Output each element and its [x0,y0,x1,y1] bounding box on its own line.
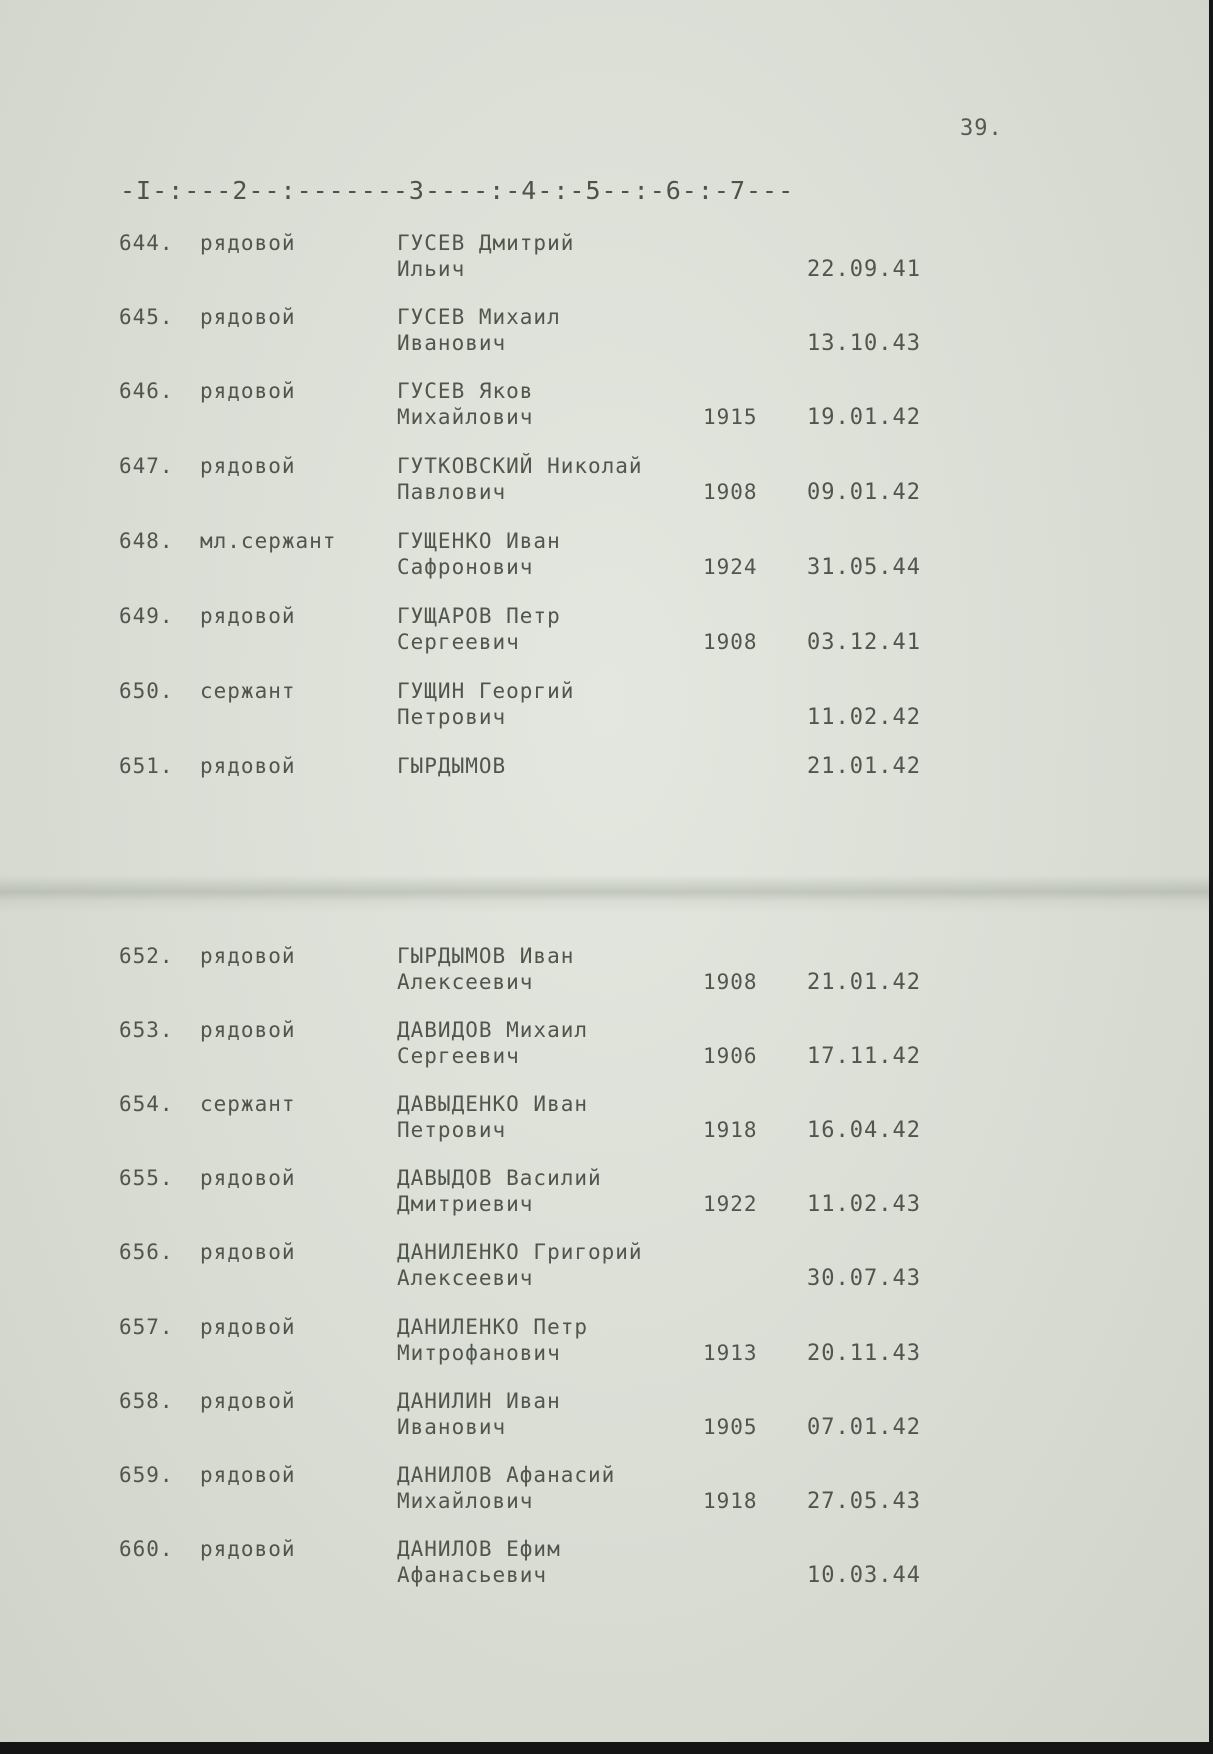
rank: рядовой [200,1315,296,1339]
birth-year: 1924 [703,555,758,579]
rank: сержант [200,679,296,703]
date: 20.11.43 [807,1341,921,1366]
entry-number: 649. [119,604,174,628]
birth-year: 1915 [703,405,758,429]
entry-number: 659. [119,1463,174,1487]
rank: рядовой [200,1463,296,1487]
surname-given-name: ДАВИДОВ Михаил [397,1018,589,1042]
list-item [0,1389,1213,1453]
surname-given-name: ДАНИЛИН Иван [397,1389,561,1413]
patronymic: Митрофанович [397,1341,561,1365]
surname-given-name: ГЫРДЫМОВ Иван [397,944,575,968]
date: 10.03.44 [807,1563,921,1588]
date: 21.01.42 [807,970,921,995]
rank: рядовой [200,754,296,778]
birth-year: 1918 [703,1489,758,1513]
date: 17.11.42 [807,1044,921,1069]
birth-year: 1906 [703,1044,758,1068]
list-item [0,1240,1213,1304]
entry-number: 656. [119,1240,174,1264]
entry-number: 657. [119,1315,174,1339]
date: 11.02.43 [807,1192,921,1217]
rank: рядовой [200,944,296,968]
patronymic: Алексеевич [397,970,534,994]
birth-year: 1922 [703,1192,758,1216]
patronymic: Петрович [397,705,507,729]
rank: рядовой [200,379,296,403]
entry-number: 646. [119,379,174,403]
date: 31.05.44 [807,555,921,580]
surname-given-name: ГУЩАРОВ Петр [397,604,561,628]
list-item [0,604,1213,668]
date: 09.01.42 [807,480,921,505]
list-item [0,1018,1213,1082]
scan-border-bottom [0,1742,1213,1754]
surname-given-name: ГУСЕВ Михаил [397,305,561,329]
column-number-header: -I-:---2--:-------3----:-4-:-5--:-6-:-7--- [120,176,795,205]
list-item [0,454,1213,518]
patronymic: Павлович [397,480,507,504]
patronymic: Петрович [397,1118,507,1142]
patronymic: Сергеевич [397,630,520,654]
date: 27.05.43 [807,1489,921,1514]
patronymic: Михайлович [397,1489,534,1513]
rank: рядовой [200,454,296,478]
patronymic: Сергеевич [397,1044,520,1068]
patronymic: Иванович [397,1415,507,1439]
patronymic: Михайлович [397,405,534,429]
list-item [0,1166,1213,1230]
surname-given-name: ГУСЕВ Яков [397,379,534,403]
list-item [0,379,1213,443]
list-item [0,1537,1213,1601]
rank: рядовой [200,1389,296,1413]
list-item [0,944,1213,1008]
birth-year: 1918 [703,1118,758,1142]
rank: рядовой [200,1166,296,1190]
rank: рядовой [200,604,296,628]
rank: сержант [200,1092,296,1116]
list-item [0,305,1213,369]
list-item [0,679,1213,743]
birth-year: 1908 [703,480,758,504]
rank: рядовой [200,305,296,329]
rank: рядовой [200,1537,296,1561]
date: 03.12.41 [807,630,921,655]
patronymic: Сафронович [397,555,534,579]
entry-number: 653. [119,1018,174,1042]
surname-given-name: ГУЩИН Георгий [397,679,575,703]
list-item [0,754,1213,818]
surname-given-name: ГУЩЕНКО Иван [397,529,561,553]
surname-given-name: ДАВЫДОВ Василий [397,1166,602,1190]
patronymic: Ильич [397,257,466,281]
entry-number: 655. [119,1166,174,1190]
entry-number: 652. [119,944,174,968]
date: 21.01.42 [807,754,921,779]
date: 22.09.41 [807,257,921,282]
fold-crease [0,875,1213,913]
entry-number: 660. [119,1537,174,1561]
page-number: 39. [960,116,1003,141]
patronymic: Афанасьевич [397,1563,548,1587]
surname-given-name: ГУТКОВСКИЙ Николай [397,454,643,478]
list-item [0,1092,1213,1156]
date: 11.02.42 [807,705,921,730]
entry-number: 647. [119,454,174,478]
surname-given-name: ДАНИЛОВ Афанасий [397,1463,616,1487]
birth-year: 1908 [703,970,758,994]
birth-year: 1913 [703,1341,758,1365]
surname-given-name: ГУСЕВ Дмитрий [397,231,575,255]
entry-number: 645. [119,305,174,329]
patronymic: Иванович [397,331,507,355]
entry-number: 654. [119,1092,174,1116]
surname-given-name: ДАВЫДЕНКО Иван [397,1092,589,1116]
rank: рядовой [200,1240,296,1264]
surname-given-name: ДАНИЛЕНКО Григорий [397,1240,643,1264]
date: 30.07.43 [807,1266,921,1291]
birth-year: 1908 [703,630,758,654]
surname-given-name: ДАНИЛЕНКО Петр [397,1315,589,1339]
rank: рядовой [200,1018,296,1042]
entry-number: 658. [119,1389,174,1413]
date: 16.04.42 [807,1118,921,1143]
entry-number: 644. [119,231,174,255]
rank: рядовой [200,231,296,255]
date: 19.01.42 [807,405,921,430]
entry-number: 648. [119,529,174,553]
birth-year: 1905 [703,1415,758,1439]
list-item [0,529,1213,593]
rank: мл.сержант [200,529,337,553]
surname-given-name: ДАНИЛОВ Ефим [397,1537,561,1561]
entry-number: 651. [119,754,174,778]
list-item [0,1315,1213,1379]
entry-number: 650. [119,679,174,703]
list-item [0,1463,1213,1527]
patronymic: Дмитриевич [397,1192,534,1216]
patronymic: Алексеевич [397,1266,534,1290]
surname-given-name: ГЫРДЫМОВ [397,754,507,778]
date: 13.10.43 [807,331,921,356]
list-item [0,231,1213,295]
date: 07.01.42 [807,1415,921,1440]
